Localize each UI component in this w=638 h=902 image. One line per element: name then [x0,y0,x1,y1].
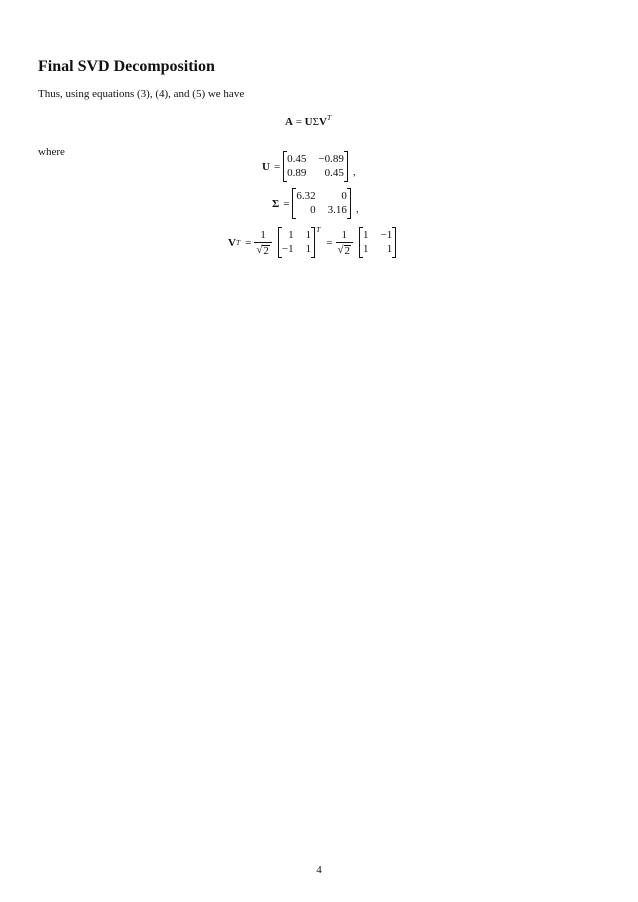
u-matrix-cell: 0.45 [287,153,307,165]
vt-second-equals: = [326,236,333,249]
sigma-equation [272,189,359,218]
vt-matrix-first [278,228,315,257]
sigma-matrix-cell: 0 [341,190,347,202]
matrix-a-symbol: A [285,116,293,128]
u-comma: , [352,165,356,178]
transpose-superscript: T [326,113,332,122]
fraction-numerator: 1 [341,228,348,241]
vt-matrix-first-cell: 1 [305,243,312,255]
vt-matrix-second [359,228,396,257]
vt-matrix-first-cell: 1 [288,229,294,241]
where-text: where [38,146,65,158]
sigma-matrix [292,189,351,218]
u-equals: = [273,160,281,173]
vt-matrix-second-cell: 1 [363,243,369,255]
u-matrix-cell: 0.45 [324,167,344,179]
vt-matrix-second-cell: 1 [363,229,369,241]
fraction-one-over-root-two-second [336,229,354,257]
equals-sign: = [295,116,302,128]
fraction-denominator [254,242,272,257]
sigma-matrix-cell: 0 [310,204,316,216]
intro-paragraph: Thus, using equations (3), (4), and (5) we have [38,88,245,100]
section-title: Final SVD Decomposition [38,58,215,75]
sigma-equals: = [283,197,290,210]
u-matrix-cell: 0.89 [287,167,307,179]
square-root-symbol: √ [256,243,263,256]
sigma-matrix-cell: 6.32 [296,190,316,202]
u-equation [262,152,356,181]
u-matrix [283,152,348,181]
vt-matrix-transpose-superscript: T [316,225,321,234]
u-lhs: U [262,160,270,173]
fraction-numerator: 1 [260,228,266,241]
radicand: 2 [263,244,269,257]
vt-matrix-second-cell: −1 [380,229,393,241]
matrix-u-symbol: U [304,116,313,128]
vt-matrix-second-cell: 1 [386,243,393,255]
matrix-v-symbol: V [319,116,327,128]
vt-equals: = [245,236,252,249]
vt-equation: V T = 1 √ 2 1 1 −1 1 T = 1 √ 2 1 −1 1 1 [228,228,396,257]
radicand: 2 [344,244,351,257]
vt-matrix-first-cell: 1 [305,229,312,241]
vt-lhs: V [228,236,236,249]
page-number: 4 [316,864,322,876]
sigma-lhs: Σ [272,197,280,210]
vt-matrix-first-cell: −1 [281,243,294,255]
sigma-comma: , [355,202,359,215]
sigma-symbol: Σ [312,116,320,128]
fraction-one-over-root-two [254,229,272,257]
fraction-denominator [336,242,354,257]
u-matrix-cell: −0.89 [318,153,344,165]
svd-equation [285,113,332,128]
square-root-symbol: √ [337,243,344,256]
sigma-matrix-cell: 3.16 [327,204,347,216]
